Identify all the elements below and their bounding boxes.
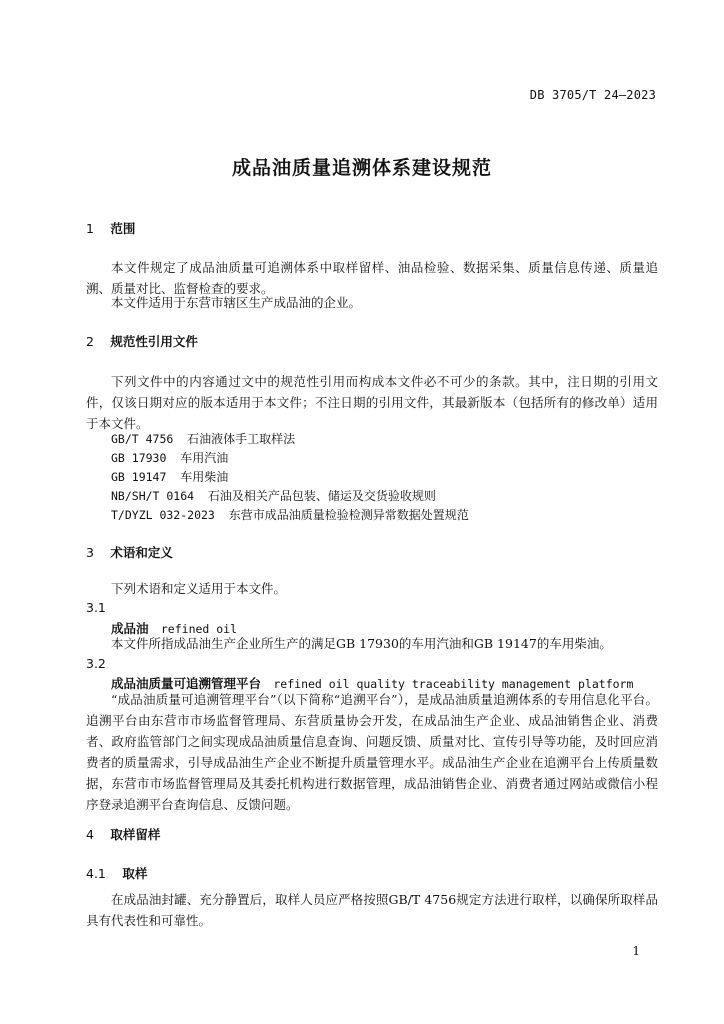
term-english: refined oil quality traceability management platform — [273, 677, 634, 691]
paragraph: 本文件适用于东营市辖区生产成品油的企业。 — [111, 295, 362, 310]
doc-number-header: DB 3705/T 24—2023 — [529, 88, 656, 102]
subsection-title: 取样 — [122, 866, 148, 881]
term-number: 3.2 — [86, 656, 106, 671]
section-number: 2 — [86, 334, 94, 349]
reference-code: T/DYZL 032-2023 — [111, 508, 215, 522]
term-definition: “成品油质量可追溯管理平台”（以下简称“追溯平台”），是成品油质量追溯体系的专用信息化平台。追溯平台由东营市市场监督管理局、东营质量协会开发，在成品油生产企业、成品油销售企业、消费者、政府监管部门之间实现成品油质量信息查询、问题反馈、质量对比、宣传引导等功能，及时回应消费者的质量需求，引导成品油生产企业不断提升质量管理水平。成品油生产企业在追溯平台上传质量数据，东营市市场监督管理局及其委托机构进行数据管理，成品油销售企业、消费者通过网站或微信小程序登录追溯平台查询信息、反馈问题。 — [86, 692, 658, 812]
term-english: refined oil — [160, 622, 238, 636]
term-chinese: 成品油 — [111, 621, 149, 636]
term-chinese: 成品油质量可追溯管理平台 — [111, 676, 262, 691]
reference-name: 石油及相关产品包装、储运及交货验收规则 — [207, 489, 436, 503]
reference-name: 车用柴油 — [180, 470, 229, 484]
term-number: 3.1 — [86, 600, 106, 615]
reference-code: GB 19147 — [111, 470, 167, 484]
reference-item — [111, 506, 469, 523]
paragraph: 下列文件中的内容通过文中的规范性引用而构成本文件必不可少的条款。其中，注日期的引用文件，仅该日期对应的版本适用于本文件；不注日期的引用文件，其最新版本（包括所有的修改单）适用于本文件。 — [86, 374, 658, 431]
reference-item — [111, 487, 436, 504]
reference-item — [111, 430, 295, 447]
page-number: 1 — [632, 944, 640, 958]
section-number: 1 — [86, 221, 94, 236]
section-heading-terms — [86, 543, 173, 561]
reference-name: 东营市成品油质量检验检测异常数据处置规范 — [228, 508, 469, 522]
document-title: 成品油质量追溯体系建设规范 — [231, 157, 492, 179]
section-heading-normative-references — [86, 332, 198, 350]
section-heading-scope — [86, 219, 135, 237]
reference-item — [111, 468, 228, 485]
subsection-heading-sampling — [86, 864, 147, 882]
section-title: 范围 — [110, 221, 136, 236]
reference-code: GB 17930 — [111, 451, 167, 465]
section-number: 4 — [86, 827, 94, 842]
section-title: 取样留样 — [110, 827, 161, 842]
paragraph: 本文件规定了成品油质量可追溯体系中取样留样、油品检验、数据采集、质量信息传递、质量追溯、质量对比、监督检查的要求。 — [86, 260, 658, 296]
section-title: 术语和定义 — [110, 545, 173, 560]
reference-item — [111, 449, 228, 466]
reference-name: 车用汽油 — [180, 451, 229, 465]
reference-name: 石油液体手工取样法 — [187, 432, 296, 446]
subsection-number: 4.1 — [86, 866, 106, 881]
reference-code: GB/T 4756 — [111, 432, 174, 446]
section-number: 3 — [86, 545, 94, 560]
section-title: 规范性引用文件 — [110, 334, 198, 349]
term-definition: 本文件所指成品油生产企业所生产的满足GB 17930的车用汽油和GB 19147的车用柴油。 — [111, 636, 612, 651]
section-heading-sampling — [86, 825, 160, 843]
paragraph: 下列术语和定义适用于本文件。 — [111, 581, 287, 596]
paragraph: 在成品油封罐、充分静置后，取样人员应严格按照GB/T 4756规定方法进行取样，以确保所取样品具有代表性和可靠性。 — [86, 892, 658, 928]
reference-code: NB/SH/T 0164 — [111, 489, 195, 503]
